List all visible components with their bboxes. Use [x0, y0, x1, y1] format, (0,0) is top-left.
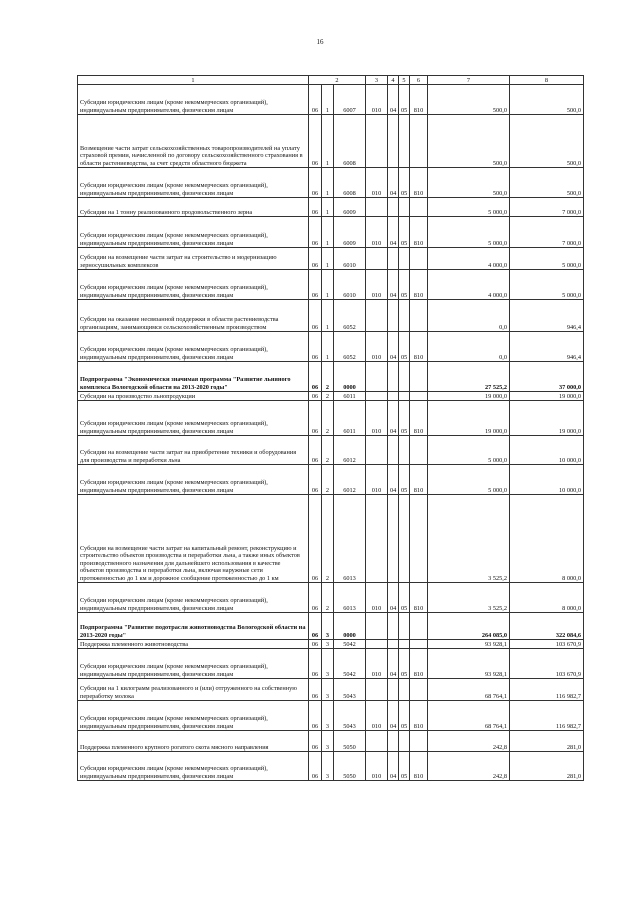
- code-chapter: 04: [388, 701, 399, 731]
- code-ministry: 010: [366, 465, 388, 495]
- code-ministry: [366, 392, 388, 401]
- code-subchapter: 05: [399, 701, 410, 731]
- amount-col7: 242,8: [428, 752, 510, 781]
- amount-col8: 10 000,0: [510, 436, 584, 465]
- table-row: [78, 436, 584, 465]
- code-ministry: [366, 300, 388, 332]
- row-name: Субсидии юридическим лицам (кроме некоммерческих организаций), индивидуальным предпринимателям, физическим лицам: [78, 85, 309, 115]
- code-ministry: 010: [366, 752, 388, 781]
- code-ministry: [366, 495, 388, 583]
- table-row: [78, 401, 584, 436]
- code-subprogram: 3: [322, 679, 334, 701]
- code-expense-type: [410, 731, 428, 752]
- code-chapter: 04: [388, 217, 399, 248]
- code-ministry: [366, 248, 388, 270]
- code-section: 06: [309, 115, 322, 168]
- amount-col7: 3 525,2: [428, 583, 510, 613]
- code-subprogram: 3: [322, 752, 334, 781]
- code-subchapter: 05: [399, 270, 410, 300]
- amount-col7: 500,0: [428, 85, 510, 115]
- code-section: 06: [309, 198, 322, 217]
- amount-col8: 116 982,7: [510, 679, 584, 701]
- column-header: 4: [388, 76, 399, 85]
- code-subprogram: 1: [322, 168, 334, 198]
- code-subprogram: 2: [322, 495, 334, 583]
- code-expense-type: 810: [410, 217, 428, 248]
- code-direction: 5042: [334, 649, 366, 679]
- code-subchapter: [399, 198, 410, 217]
- page-number: 16: [316, 38, 324, 46]
- table-row: [78, 752, 584, 781]
- code-expense-type: [410, 362, 428, 392]
- amount-col7: 27 525,2: [428, 362, 510, 392]
- code-chapter: [388, 436, 399, 465]
- code-subchapter: [399, 115, 410, 168]
- code-section: 06: [309, 168, 322, 198]
- amount-col8: 103 670,9: [510, 649, 584, 679]
- code-direction: 6008: [334, 168, 366, 198]
- column-header: 2: [309, 76, 366, 85]
- code-subchapter: [399, 248, 410, 270]
- code-expense-type: 810: [410, 168, 428, 198]
- amount-col8: 500,0: [510, 85, 584, 115]
- code-expense-type: 810: [410, 401, 428, 436]
- code-subprogram: 1: [322, 115, 334, 168]
- table-row: [78, 115, 584, 168]
- row-name: Поддержка племенного крупного рогатого скота мясного направления: [78, 731, 309, 752]
- amount-col7: 68 764,1: [428, 701, 510, 731]
- column-header-row: [78, 76, 584, 85]
- code-chapter: 04: [388, 649, 399, 679]
- row-name: Субсидии на 1 тонну реализованного продовольственного зерна: [78, 198, 309, 217]
- code-direction: 6052: [334, 300, 366, 332]
- code-subchapter: 05: [399, 465, 410, 495]
- row-name: Субсидии юридическим лицам (кроме некоммерческих организаций), индивидуальным предпринимателям, физическим лицам: [78, 752, 309, 781]
- code-direction: 6012: [334, 436, 366, 465]
- row-name: Субсидии юридическим лицам (кроме некоммерческих организаций), индивидуальным предпринимателям, физическим лицам: [78, 649, 309, 679]
- amount-col7: 93 928,1: [428, 640, 510, 649]
- code-ministry: [366, 198, 388, 217]
- code-section: 06: [309, 495, 322, 583]
- code-ministry: [366, 362, 388, 392]
- table-row: [78, 679, 584, 701]
- amount-col8: 5 000,0: [510, 248, 584, 270]
- code-expense-type: 810: [410, 270, 428, 300]
- amount-col8: 946,4: [510, 332, 584, 362]
- code-subchapter: [399, 392, 410, 401]
- amount-col8: 19 000,0: [510, 401, 584, 436]
- amount-col8: 8 000,0: [510, 583, 584, 613]
- row-name: Субсидии на оказание несвязанной поддержки в области растениеводства организациям, занимающимся сельскохозяйственным производством: [78, 300, 309, 332]
- code-chapter: [388, 613, 399, 640]
- code-subprogram: 2: [322, 465, 334, 495]
- amount-col7: 19 000,0: [428, 392, 510, 401]
- code-ministry: 010: [366, 217, 388, 248]
- code-subprogram: 1: [322, 85, 334, 115]
- code-direction: 6009: [334, 217, 366, 248]
- code-chapter: [388, 392, 399, 401]
- code-expense-type: [410, 640, 428, 649]
- code-direction: 6012: [334, 465, 366, 495]
- code-section: 06: [309, 583, 322, 613]
- code-direction: 6013: [334, 495, 366, 583]
- code-ministry: 010: [366, 583, 388, 613]
- row-name: Подпрограмма "Развитие подотрасли животноводства Вологодской области на 2013-2020 годы": [78, 613, 309, 640]
- column-header: 6: [410, 76, 428, 85]
- code-direction: 6013: [334, 583, 366, 613]
- code-section: 06: [309, 217, 322, 248]
- table-row: [78, 649, 584, 679]
- code-chapter: 04: [388, 270, 399, 300]
- code-subchapter: [399, 731, 410, 752]
- row-name: Возмещение части затрат сельскохозяйственных товаропроизводителей на уплату страховой премии, начисленной по договору сельскохозяйственного страхования в области растениеводства, за счет средств областного бюджета: [78, 115, 309, 168]
- column-header: 5: [399, 76, 410, 85]
- amount-col8: 116 982,7: [510, 701, 584, 731]
- code-subprogram: 3: [322, 649, 334, 679]
- code-direction: 6010: [334, 270, 366, 300]
- code-ministry: 010: [366, 270, 388, 300]
- code-chapter: 04: [388, 752, 399, 781]
- amount-col7: 68 764,1: [428, 679, 510, 701]
- amount-col7: 264 085,0: [428, 613, 510, 640]
- row-name: Субсидии юридическим лицам (кроме некоммерческих организаций), индивидуальным предпринимателям, физическим лицам: [78, 583, 309, 613]
- code-section: 06: [309, 613, 322, 640]
- code-section: 06: [309, 752, 322, 781]
- column-header: 3: [366, 76, 388, 85]
- code-chapter: 04: [388, 85, 399, 115]
- code-direction: 0000: [334, 362, 366, 392]
- code-chapter: [388, 248, 399, 270]
- amount-col7: 5 000,0: [428, 436, 510, 465]
- code-expense-type: 810: [410, 583, 428, 613]
- row-name: Подпрограмма "Экономически значимая программа "Развитие льняного комплекса Вологодской области на 2013-2020 годы": [78, 362, 309, 392]
- column-header: 7: [428, 76, 510, 85]
- code-section: 06: [309, 85, 322, 115]
- table-row: [78, 362, 584, 392]
- amount-col8: 8 000,0: [510, 495, 584, 583]
- code-direction: 6008: [334, 115, 366, 168]
- code-subchapter: 05: [399, 85, 410, 115]
- amount-col8: 7 000,0: [510, 198, 584, 217]
- amount-col7: 19 000,0: [428, 401, 510, 436]
- code-direction: 6010: [334, 248, 366, 270]
- code-section: 06: [309, 300, 322, 332]
- code-subprogram: 2: [322, 583, 334, 613]
- amount-col7: 4 000,0: [428, 248, 510, 270]
- code-section: 06: [309, 701, 322, 731]
- code-subchapter: [399, 362, 410, 392]
- code-direction: 6052: [334, 332, 366, 362]
- code-expense-type: [410, 198, 428, 217]
- code-section: 06: [309, 436, 322, 465]
- code-section: 06: [309, 332, 322, 362]
- row-name: Субсидии юридическим лицам (кроме некоммерческих организаций), индивидуальным предпринимателям, физическим лицам: [78, 401, 309, 436]
- code-direction: 5043: [334, 701, 366, 731]
- code-section: 06: [309, 362, 322, 392]
- row-name: Субсидии юридическим лицам (кроме некоммерческих организаций), индивидуальным предпринимателям, физическим лицам: [78, 701, 309, 731]
- amount-col7: 4 000,0: [428, 270, 510, 300]
- code-ministry: [366, 436, 388, 465]
- code-section: 06: [309, 392, 322, 401]
- code-subchapter: [399, 300, 410, 332]
- code-expense-type: [410, 300, 428, 332]
- table-row: [78, 198, 584, 217]
- code-direction: 5050: [334, 731, 366, 752]
- table-row: [78, 392, 584, 401]
- code-subchapter: [399, 436, 410, 465]
- code-expense-type: 810: [410, 752, 428, 781]
- code-chapter: [388, 731, 399, 752]
- code-subprogram: 3: [322, 731, 334, 752]
- amount-col7: 242,8: [428, 731, 510, 752]
- code-expense-type: [410, 495, 428, 583]
- code-chapter: [388, 362, 399, 392]
- code-section: 06: [309, 640, 322, 649]
- code-direction: 5043: [334, 679, 366, 701]
- code-chapter: 04: [388, 401, 399, 436]
- table-row: [78, 640, 584, 649]
- code-ministry: [366, 679, 388, 701]
- code-subprogram: 1: [322, 248, 334, 270]
- code-expense-type: 810: [410, 649, 428, 679]
- code-chapter: [388, 679, 399, 701]
- code-ministry: 010: [366, 168, 388, 198]
- amount-col8: 37 000,0: [510, 362, 584, 392]
- table-row: [78, 731, 584, 752]
- amount-col7: 0,0: [428, 300, 510, 332]
- code-chapter: 04: [388, 465, 399, 495]
- code-subchapter: 05: [399, 217, 410, 248]
- code-direction: 6007: [334, 85, 366, 115]
- code-expense-type: 810: [410, 465, 428, 495]
- code-subchapter: 05: [399, 583, 410, 613]
- code-chapter: 04: [388, 168, 399, 198]
- code-chapter: 04: [388, 332, 399, 362]
- code-chapter: [388, 198, 399, 217]
- code-direction: 6011: [334, 401, 366, 436]
- amount-col7: 500,0: [428, 115, 510, 168]
- row-name: Субсидии юридическим лицам (кроме некоммерческих организаций), индивидуальным предпринимателям, физическим лицам: [78, 168, 309, 198]
- code-subchapter: 05: [399, 649, 410, 679]
- row-name: Субсидия на возмещение части затрат на капитальный ремонт, реконструкцию и строительство объектов производства и переработки льна, а также иных объектов производственного назначения для дальнейшего использования в качестве объектов производства и переработки льна, включая наружные сети протяженностью до 1 км и дорожное сообщение протяженностью до 1 км: [78, 495, 309, 583]
- table-row: [78, 168, 584, 198]
- table-row: [78, 300, 584, 332]
- code-chapter: [388, 640, 399, 649]
- table-body: [78, 85, 584, 781]
- code-subprogram: 2: [322, 392, 334, 401]
- row-name: Субсидии юридическим лицам (кроме некоммерческих организаций), индивидуальным предпринимателям, физическим лицам: [78, 270, 309, 300]
- code-subprogram: 3: [322, 613, 334, 640]
- code-expense-type: [410, 613, 428, 640]
- code-expense-type: 810: [410, 332, 428, 362]
- amount-col8: 946,4: [510, 300, 584, 332]
- code-direction: 5042: [334, 640, 366, 649]
- amount-col7: 5 000,0: [428, 217, 510, 248]
- code-subchapter: 05: [399, 401, 410, 436]
- amount-col8: 103 670,9: [510, 640, 584, 649]
- amount-col7: 0,0: [428, 332, 510, 362]
- code-subprogram: 3: [322, 701, 334, 731]
- code-subprogram: 2: [322, 362, 334, 392]
- row-name: Субсидии юридическим лицам (кроме некоммерческих организаций), индивидуальным предпринимателям, физическим лицам: [78, 465, 309, 495]
- code-subprogram: 1: [322, 332, 334, 362]
- code-subchapter: [399, 679, 410, 701]
- amount-col7: 93 928,1: [428, 649, 510, 679]
- code-expense-type: [410, 436, 428, 465]
- code-ministry: [366, 640, 388, 649]
- code-section: 06: [309, 679, 322, 701]
- code-subchapter: 05: [399, 168, 410, 198]
- row-name: Субсидии юридическим лицам (кроме некоммерческих организаций), индивидуальным предпринимателям, физическим лицам: [78, 217, 309, 248]
- row-name: Поддержка племенного животноводства: [78, 640, 309, 649]
- row-name: Субсидии на возмещение части затрат на строительство и модернизацию зерносушильных комплексов: [78, 248, 309, 270]
- code-direction: 6011: [334, 392, 366, 401]
- code-ministry: 010: [366, 85, 388, 115]
- code-direction: 5050: [334, 752, 366, 781]
- code-ministry: [366, 613, 388, 640]
- code-subprogram: 1: [322, 198, 334, 217]
- code-ministry: [366, 115, 388, 168]
- code-subprogram: 2: [322, 401, 334, 436]
- code-section: 06: [309, 248, 322, 270]
- code-chapter: [388, 115, 399, 168]
- code-subchapter: [399, 640, 410, 649]
- table-row: [78, 248, 584, 270]
- table-row: [78, 701, 584, 731]
- code-section: 06: [309, 731, 322, 752]
- code-subchapter: 05: [399, 752, 410, 781]
- amount-col8: 500,0: [510, 115, 584, 168]
- code-direction: 0000: [334, 613, 366, 640]
- code-subchapter: [399, 613, 410, 640]
- amount-col8: 7 000,0: [510, 217, 584, 248]
- amount-col8: 281,0: [510, 731, 584, 752]
- table-row: [78, 332, 584, 362]
- code-subprogram: 1: [322, 217, 334, 248]
- code-ministry: [366, 731, 388, 752]
- code-subprogram: 1: [322, 300, 334, 332]
- budget-table: [77, 75, 584, 781]
- code-section: 06: [309, 401, 322, 436]
- table-row: [78, 465, 584, 495]
- amount-col7: 5 000,0: [428, 465, 510, 495]
- amount-col8: 5 000,0: [510, 270, 584, 300]
- code-subprogram: 1: [322, 270, 334, 300]
- table-row: [78, 85, 584, 115]
- code-direction: 6009: [334, 198, 366, 217]
- code-subchapter: 05: [399, 332, 410, 362]
- row-name: Субсидии на производство льнопродукции: [78, 392, 309, 401]
- code-section: 06: [309, 270, 322, 300]
- amount-col8: 500,0: [510, 168, 584, 198]
- code-ministry: 010: [366, 649, 388, 679]
- code-expense-type: [410, 679, 428, 701]
- amount-col7: 5 000,0: [428, 198, 510, 217]
- code-ministry: 010: [366, 332, 388, 362]
- code-subchapter: [399, 495, 410, 583]
- code-expense-type: [410, 248, 428, 270]
- amount-col8: 322 084,6: [510, 613, 584, 640]
- table-row: [78, 270, 584, 300]
- row-name: Субсидии на возмещение части затрат на приобретение техники и оборудования для производства и переработки льна: [78, 436, 309, 465]
- code-subprogram: 3: [322, 640, 334, 649]
- amount-col7: 3 525,2: [428, 495, 510, 583]
- table-row: [78, 495, 584, 583]
- code-chapter: [388, 300, 399, 332]
- table-row: [78, 217, 584, 248]
- code-expense-type: [410, 115, 428, 168]
- code-expense-type: 810: [410, 85, 428, 115]
- amount-col8: 281,0: [510, 752, 584, 781]
- row-name: Субсидии на 1 килограмм реализованного и (или) отгруженного на собственную переработку молока: [78, 679, 309, 701]
- code-expense-type: 810: [410, 701, 428, 731]
- code-ministry: 010: [366, 701, 388, 731]
- column-header: 1: [78, 76, 309, 85]
- table-row: [78, 583, 584, 613]
- table-row: [78, 613, 584, 640]
- amount-col8: 10 000,0: [510, 465, 584, 495]
- amount-col8: 19 000,0: [510, 392, 584, 401]
- code-ministry: 010: [366, 401, 388, 436]
- code-section: 06: [309, 465, 322, 495]
- row-name: Субсидии юридическим лицам (кроме некоммерческих организаций), индивидуальным предпринимателям, физическим лицам: [78, 332, 309, 362]
- code-chapter: 04: [388, 583, 399, 613]
- code-section: 06: [309, 649, 322, 679]
- amount-col7: 500,0: [428, 168, 510, 198]
- column-header: 8: [510, 76, 584, 85]
- code-expense-type: [410, 392, 428, 401]
- code-chapter: [388, 495, 399, 583]
- code-subprogram: 2: [322, 436, 334, 465]
